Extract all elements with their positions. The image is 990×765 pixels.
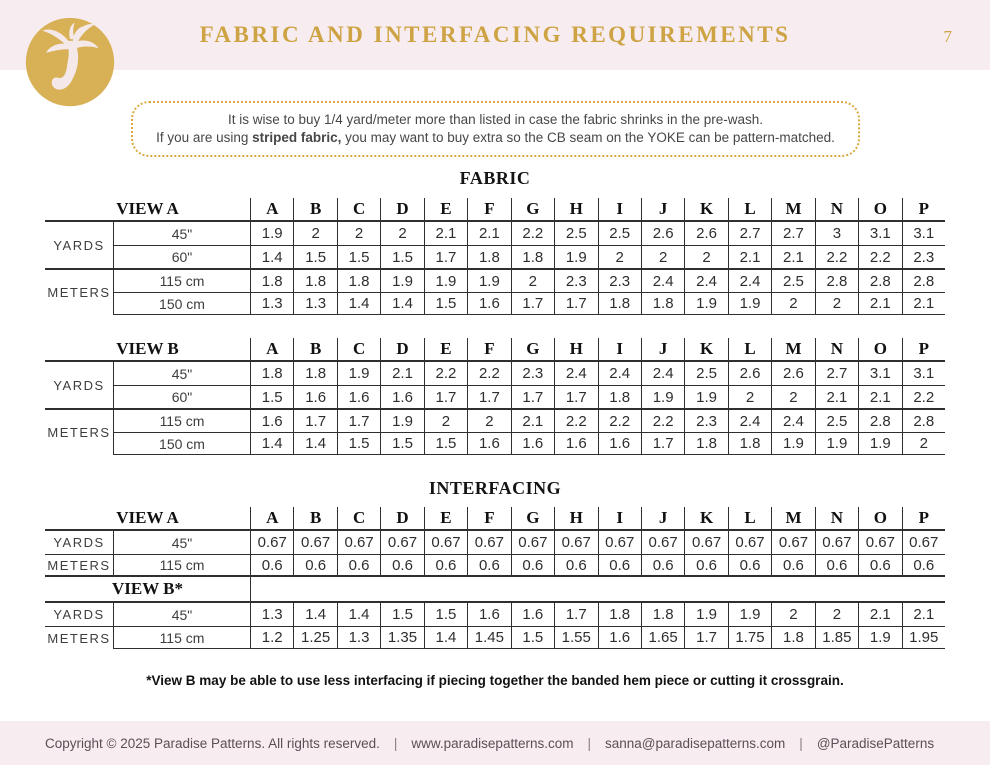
- size-column-header: F: [467, 198, 510, 222]
- yardage-cell: 0.67: [728, 531, 771, 554]
- size-column-header: G: [511, 338, 554, 362]
- yardage-cell: 0.6: [554, 554, 597, 577]
- paradise-patterns-logo: [24, 14, 116, 112]
- view-label: VIEW A: [45, 507, 250, 531]
- yardage-cell: 1.9: [424, 268, 467, 292]
- size-column-header: D: [380, 198, 423, 222]
- interfacing-section-heading: INTERFACING: [428, 478, 562, 498]
- unit-group-label: YARDS: [53, 535, 105, 550]
- yardage-cell: 1.9: [250, 222, 293, 245]
- unit-group-label: METERS: [45, 268, 113, 315]
- yardage-cell: 2.8: [815, 268, 858, 292]
- yardage-cell: 1.9: [337, 362, 380, 385]
- note-line-1: It is wise to buy 1/4 yard/meter more than listed in case the fabric shrinks in the pre-wash.: [228, 112, 763, 127]
- yardage-cell: 1.7: [511, 385, 554, 408]
- yardage-cell: 1.7: [511, 292, 554, 315]
- yardage-cell: 1.8: [598, 385, 641, 408]
- yardage-cell: 2.8: [902, 268, 945, 292]
- yardage-cell: 1.4: [424, 626, 467, 649]
- view-b-footnote: *View B may be able to use less interfacing if piecing together the banded hem piece or cutting it crossgrain.: [146, 673, 844, 688]
- size-column-header: J: [641, 198, 684, 222]
- yardage-cell: 2: [815, 292, 858, 315]
- yardage-cell: 2.4: [641, 362, 684, 385]
- yardage-cell: 1.5: [250, 385, 293, 408]
- yardage-cell: 2: [598, 245, 641, 268]
- yardage-cell: 2.3: [598, 268, 641, 292]
- yardage-cell: 0.6: [902, 554, 945, 577]
- yardage-cell: 0.67: [598, 531, 641, 554]
- yardage-cell: 1.9: [380, 268, 423, 292]
- yardage-cell: 0.67: [771, 531, 814, 554]
- yardage-cell: 0.67: [641, 531, 684, 554]
- yardage-cell: 1.4: [293, 432, 336, 455]
- size-column-header: E: [424, 507, 467, 531]
- yardage-cell: 2.4: [771, 408, 814, 432]
- yardage-cell: 1.9: [858, 626, 901, 649]
- unit-group-label: METERS: [45, 408, 113, 455]
- prewash-note-box: [131, 101, 860, 157]
- yardage-cell: 1.3: [250, 292, 293, 315]
- width-row-label: 45": [113, 222, 250, 245]
- yardage-cell: 1.9: [728, 603, 771, 626]
- yardage-cell: 0.67: [424, 531, 467, 554]
- yardage-cell: 1.5: [511, 626, 554, 649]
- yardage-cell: 3.1: [902, 362, 945, 385]
- footer-email-link[interactable]: sanna@paradisepatterns.com: [604, 735, 786, 751]
- size-column-header: J: [641, 338, 684, 362]
- size-column-header: E: [424, 338, 467, 362]
- yardage-cell: 1.8: [728, 432, 771, 455]
- yardage-cell: 2: [902, 432, 945, 455]
- yardage-cell: 1.5: [424, 432, 467, 455]
- size-column-header: M: [771, 198, 814, 222]
- yardage-cell: 1.8: [293, 268, 336, 292]
- unit-group-label: METERS: [45, 554, 113, 577]
- yardage-cell: 0.67: [815, 531, 858, 554]
- width-row-label: 45": [113, 362, 250, 385]
- size-column-header: N: [815, 507, 858, 531]
- size-column-header: G: [511, 507, 554, 531]
- yardage-cell: 1.5: [380, 245, 423, 268]
- footer-website-link[interactable]: www.paradisepatterns.com: [411, 735, 574, 751]
- yardage-cell: 1.5: [337, 432, 380, 455]
- yardage-cell: 2: [337, 222, 380, 245]
- yardage-cell: 1.6: [293, 385, 336, 408]
- yardage-cell: 1.65: [641, 626, 684, 649]
- yardage-cell: 1.8: [771, 626, 814, 649]
- size-column-header: F: [467, 507, 510, 531]
- width-row-label: 115 cm: [113, 268, 250, 292]
- yardage-cell: 1.6: [250, 408, 293, 432]
- yardage-cell: 2.3: [511, 362, 554, 385]
- yardage-cell: 2.1: [858, 292, 901, 315]
- yardage-cell: 1.8: [293, 362, 336, 385]
- yardage-cell: 1.35: [380, 626, 423, 649]
- yardage-cell: 2.2: [858, 245, 901, 268]
- yardage-cell: 2.2: [511, 222, 554, 245]
- view-label: VIEW B: [45, 338, 250, 362]
- yardage-cell: 2.2: [598, 408, 641, 432]
- size-column-header: I: [598, 507, 641, 531]
- yardage-cell: 3: [815, 222, 858, 245]
- yardage-cell: 2.1: [902, 292, 945, 315]
- size-column-header: L: [728, 338, 771, 362]
- yardage-cell: 1.6: [511, 603, 554, 626]
- yardage-cell: 1.4: [337, 292, 380, 315]
- yardage-cell: 0.6: [380, 554, 423, 577]
- yardage-cell: 1.8: [598, 603, 641, 626]
- fabric-view-a-table: [45, 198, 945, 315]
- yardage-cell: 1.7: [467, 385, 510, 408]
- width-row-label: 150 cm: [113, 292, 250, 315]
- yardage-cell: 1.9: [858, 432, 901, 455]
- yardage-cell: 2.4: [641, 268, 684, 292]
- yardage-cell: 1.5: [293, 245, 336, 268]
- size-column-header: B: [293, 338, 336, 362]
- yardage-cell: 2.2: [467, 362, 510, 385]
- footer-separator: |: [587, 735, 591, 751]
- size-column-header: A: [250, 338, 293, 362]
- yardage-cell: 2.2: [815, 245, 858, 268]
- size-column-header: N: [815, 198, 858, 222]
- yardage-cell: 0.6: [684, 554, 727, 577]
- yardage-cell: 1.4: [250, 432, 293, 455]
- yardage-cell: 1.8: [641, 603, 684, 626]
- size-column-header: L: [728, 507, 771, 531]
- size-column-header: E: [424, 198, 467, 222]
- yardage-cell: 0.6: [598, 554, 641, 577]
- size-column-header: G: [511, 198, 554, 222]
- size-column-header: A: [250, 198, 293, 222]
- yardage-cell: 3.1: [858, 222, 901, 245]
- size-column-header: P: [902, 507, 945, 531]
- yardage-cell: 2.7: [771, 222, 814, 245]
- yardage-cell: 1.7: [641, 432, 684, 455]
- yardage-cell: 1.2: [250, 626, 293, 649]
- yardage-cell: 1.9: [380, 408, 423, 432]
- yardage-cell: 1.6: [598, 626, 641, 649]
- yardage-cell: 0.67: [511, 531, 554, 554]
- yardage-cell: 1.3: [293, 292, 336, 315]
- yardage-cell: 2.4: [684, 268, 727, 292]
- yardage-cell: 0.6: [424, 554, 467, 577]
- size-column-header: C: [337, 338, 380, 362]
- yardage-cell: 0.6: [511, 554, 554, 577]
- yardage-cell: 2.1: [467, 222, 510, 245]
- yardage-cell: 1.8: [467, 245, 510, 268]
- yardage-cell: 0.6: [337, 554, 380, 577]
- empty-spacer-cell: [250, 577, 945, 603]
- fabric-section-heading: FABRIC: [459, 168, 531, 188]
- yardage-cell: 2.1: [858, 385, 901, 408]
- yardage-cell: 1.6: [467, 603, 510, 626]
- yardage-cell: 1.6: [511, 432, 554, 455]
- width-row-label: 45": [113, 531, 250, 554]
- size-column-header: K: [684, 338, 727, 362]
- size-column-header: H: [554, 198, 597, 222]
- unit-group-label: YARDS: [53, 607, 105, 622]
- yardage-cell: 1.9: [684, 385, 727, 408]
- yardage-cell: 2: [641, 245, 684, 268]
- yardage-cell: 1.5: [380, 603, 423, 626]
- yardage-cell: 0.6: [728, 554, 771, 577]
- yardage-cell: 1.8: [641, 292, 684, 315]
- footer-copyright: Copyright © 2025 Paradise Patterns. All rights reserved.: [45, 735, 380, 751]
- yardage-cell: 1.9: [467, 268, 510, 292]
- yardage-cell: 2.1: [380, 362, 423, 385]
- size-column-header: A: [250, 507, 293, 531]
- size-column-header: F: [467, 338, 510, 362]
- yardage-cell: 2.4: [728, 268, 771, 292]
- width-row-label: 45": [113, 603, 250, 626]
- size-column-header: N: [815, 338, 858, 362]
- yardage-cell: 1.8: [598, 292, 641, 315]
- yardage-cell: 2.5: [815, 408, 858, 432]
- yardage-cell: 2.1: [424, 222, 467, 245]
- yardage-cell: 1.5: [337, 245, 380, 268]
- yardage-cell: 1.7: [293, 408, 336, 432]
- yardage-cell: 0.6: [641, 554, 684, 577]
- size-column-header: B: [293, 198, 336, 222]
- size-column-header: B: [293, 507, 336, 531]
- size-column-header: I: [598, 338, 641, 362]
- yardage-cell: 2.4: [728, 408, 771, 432]
- yardage-cell: 0.67: [902, 531, 945, 554]
- unit-group-label: YARDS: [53, 237, 105, 253]
- yardage-cell: 2: [771, 603, 814, 626]
- yardage-cell: 2.5: [598, 222, 641, 245]
- yardage-cell: 0.67: [554, 531, 597, 554]
- width-row-label: 60": [113, 245, 250, 268]
- yardage-cell: 2.2: [554, 408, 597, 432]
- yardage-cell: 3.1: [858, 362, 901, 385]
- width-row-label: 60": [113, 385, 250, 408]
- size-column-header: P: [902, 198, 945, 222]
- yardage-cell: 1.4: [380, 292, 423, 315]
- yardage-cell: 2.8: [902, 408, 945, 432]
- yardage-cell: 1.45: [467, 626, 510, 649]
- size-column-header: O: [858, 338, 901, 362]
- yardage-cell: 1.6: [598, 432, 641, 455]
- yardage-cell: 2.5: [684, 362, 727, 385]
- yardage-cell: 0.67: [858, 531, 901, 554]
- yardage-cell: 1.9: [554, 245, 597, 268]
- yardage-cell: 2: [728, 385, 771, 408]
- view-label: VIEW A: [45, 198, 250, 222]
- yardage-cell: 0.6: [771, 554, 814, 577]
- yardage-cell: 1.95: [902, 626, 945, 649]
- size-column-header: H: [554, 507, 597, 531]
- yardage-cell: 1.4: [337, 603, 380, 626]
- yardage-cell: 2.6: [641, 222, 684, 245]
- yardage-cell: 2.5: [771, 268, 814, 292]
- yardage-cell: 1.7: [337, 408, 380, 432]
- yardage-cell: 1.7: [554, 385, 597, 408]
- yardage-cell: 1.55: [554, 626, 597, 649]
- yardage-cell: 2.2: [641, 408, 684, 432]
- yardage-cell: 1.9: [728, 292, 771, 315]
- size-column-header: L: [728, 198, 771, 222]
- yardage-cell: 1.8: [511, 245, 554, 268]
- yardage-cell: 0.67: [467, 531, 510, 554]
- yardage-cell: 2.4: [598, 362, 641, 385]
- striped-fabric-emphasis: striped fabric,: [252, 130, 342, 145]
- yardage-cell: 2.1: [728, 245, 771, 268]
- yardage-cell: 2.7: [815, 362, 858, 385]
- yardage-cell: 1.3: [337, 626, 380, 649]
- yardage-cell: 2: [511, 268, 554, 292]
- yardage-cell: 1.4: [250, 245, 293, 268]
- yardage-cell: 2: [771, 292, 814, 315]
- yardage-cell: 0.6: [250, 554, 293, 577]
- footer-separator: |: [393, 735, 398, 751]
- yardage-cell: 1.7: [554, 292, 597, 315]
- unit-group-label: YARDS: [53, 377, 105, 393]
- yardage-cell: 0.6: [293, 554, 336, 577]
- yardage-cell: 1.5: [424, 292, 467, 315]
- width-row-label: 115 cm: [113, 554, 250, 577]
- yardage-cell: 0.67: [684, 531, 727, 554]
- yardage-cell: 2.5: [554, 222, 597, 245]
- footer-social-link[interactable]: @ParadisePatterns: [816, 735, 935, 751]
- yardage-cell: 2.2: [424, 362, 467, 385]
- yardage-cell: 2: [467, 408, 510, 432]
- yardage-cell: 2.1: [902, 603, 945, 626]
- size-column-header: O: [858, 198, 901, 222]
- yardage-cell: 1.7: [424, 385, 467, 408]
- yardage-cell: 2.3: [902, 245, 945, 268]
- unit-group-label: METERS: [45, 626, 113, 649]
- yardage-cell: 1.9: [684, 292, 727, 315]
- size-column-header: D: [380, 338, 423, 362]
- yardage-cell: 1.6: [554, 432, 597, 455]
- yardage-cell: 2.6: [684, 222, 727, 245]
- yardage-cell: 0.6: [467, 554, 510, 577]
- yardage-cell: 2.1: [771, 245, 814, 268]
- width-row-label: 115 cm: [113, 626, 250, 649]
- yardage-cell: 1.8: [337, 268, 380, 292]
- yardage-cell: 1.9: [684, 603, 727, 626]
- yardage-cell: 0.67: [293, 531, 336, 554]
- yardage-cell: 1.9: [641, 385, 684, 408]
- yardage-cell: 2.2: [902, 385, 945, 408]
- yardage-cell: 1.8: [250, 268, 293, 292]
- yardage-cell: 2.1: [858, 603, 901, 626]
- fabric-view-b-table: [45, 338, 945, 455]
- size-column-header: K: [684, 198, 727, 222]
- footer-bar: [0, 721, 990, 765]
- yardage-cell: 1.85: [815, 626, 858, 649]
- palm-p-logo-icon: [24, 14, 116, 112]
- yardage-cell: 1.7: [424, 245, 467, 268]
- size-column-header: C: [337, 507, 380, 531]
- size-column-header: P: [902, 338, 945, 362]
- yardage-cell: 2.1: [815, 385, 858, 408]
- yardage-cell: 2.7: [728, 222, 771, 245]
- yardage-cell: 2.6: [728, 362, 771, 385]
- yardage-cell: 2: [815, 603, 858, 626]
- interfacing-table: [45, 507, 945, 649]
- yardage-cell: 1.6: [337, 385, 380, 408]
- yardage-cell: 1.8: [250, 362, 293, 385]
- size-column-header: K: [684, 507, 727, 531]
- yardage-cell: 1.6: [467, 432, 510, 455]
- yardage-cell: 0.67: [380, 531, 423, 554]
- yardage-cell: 2.8: [858, 268, 901, 292]
- yardage-cell: 2: [771, 385, 814, 408]
- yardage-cell: 2: [684, 245, 727, 268]
- yardage-cell: 1.7: [554, 603, 597, 626]
- page-number: 7: [943, 27, 952, 46]
- page-title: FABRIC AND INTERFACING REQUIREMENTS: [199, 22, 791, 47]
- yardage-cell: 1.5: [380, 432, 423, 455]
- yardage-cell: 2.3: [684, 408, 727, 432]
- yardage-cell: 2: [380, 222, 423, 245]
- size-column-header: C: [337, 198, 380, 222]
- yardage-cell: 1.8: [684, 432, 727, 455]
- yardage-cell: 2.3: [554, 268, 597, 292]
- size-column-header: D: [380, 507, 423, 531]
- yardage-cell: 1.25: [293, 626, 336, 649]
- yardage-cell: 2: [293, 222, 336, 245]
- yardage-cell: 1.7: [684, 626, 727, 649]
- yardage-cell: 1.9: [771, 432, 814, 455]
- yardage-cell: 2: [424, 408, 467, 432]
- yardage-cell: 2.6: [771, 362, 814, 385]
- yardage-cell: 1.4: [293, 603, 336, 626]
- size-column-header: J: [641, 507, 684, 531]
- yardage-cell: 2.1: [511, 408, 554, 432]
- yardage-cell: 1.6: [467, 292, 510, 315]
- yardage-cell: 0.67: [250, 531, 293, 554]
- yardage-cell: 0.6: [858, 554, 901, 577]
- yardage-cell: 1.75: [728, 626, 771, 649]
- size-column-header: H: [554, 338, 597, 362]
- yardage-cell: 1.3: [250, 603, 293, 626]
- yardage-cell: 1.5: [424, 603, 467, 626]
- size-column-header: M: [771, 338, 814, 362]
- note-line-2: If you are using striped fabric, you may want to buy extra so the CB seam on the YOKE can be pattern-matched.: [156, 130, 835, 145]
- width-row-label: 115 cm: [113, 408, 250, 432]
- yardage-cell: 2.4: [554, 362, 597, 385]
- footer-separator: |: [799, 735, 803, 751]
- size-column-header: M: [771, 507, 814, 531]
- yardage-cell: 1.9: [815, 432, 858, 455]
- yardage-cell: 3.1: [902, 222, 945, 245]
- view-label: VIEW B*: [45, 577, 250, 603]
- size-column-header: O: [858, 507, 901, 531]
- yardage-cell: 0.6: [815, 554, 858, 577]
- yardage-cell: 2.8: [858, 408, 901, 432]
- yardage-cell: 0.67: [337, 531, 380, 554]
- width-row-label: 150 cm: [113, 432, 250, 455]
- size-column-header: I: [598, 198, 641, 222]
- yardage-cell: 1.6: [380, 385, 423, 408]
